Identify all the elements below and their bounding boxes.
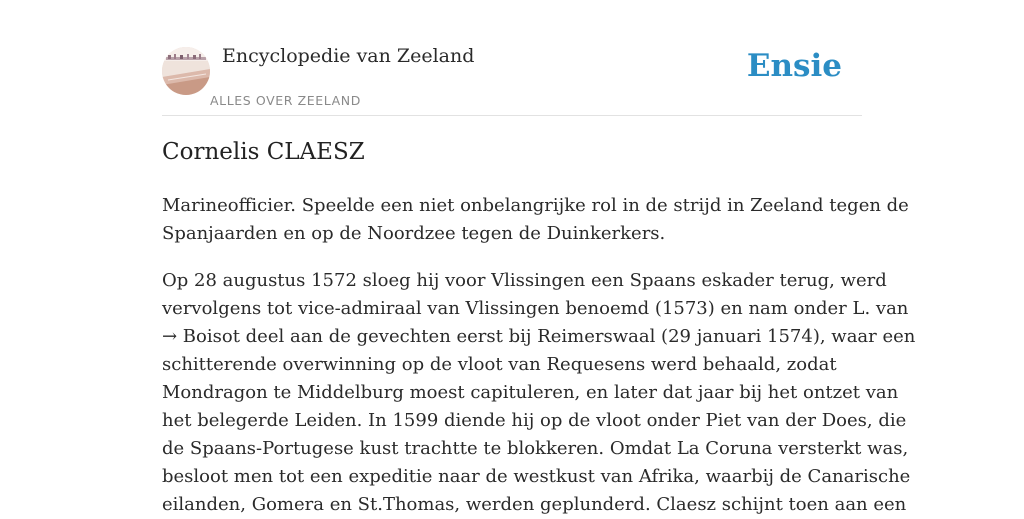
paragraph-line: Op 28 augustus 1572 sloeg hij voor Vlissingen een Spaans eskader terug, werd	[162, 270, 887, 291]
paragraph-line: eilanden, Gomera en St.Thomas, werden geplunderd. Claesz schijnt toen aan een	[162, 494, 907, 515]
paragraph-line: Spanjaarden en op de Noordzee tegen de Duinkerkers.	[162, 223, 666, 244]
avatar-image-icon	[162, 47, 210, 95]
paragraph-line: schitterende overwinning op de vloot van Requesens werd behaald, zodat	[162, 354, 837, 375]
paragraph-line: het belegerde Leiden. In 1599 diende hij op de vloot onder Piet van der Does, die	[162, 410, 907, 431]
paragraph-line: besloot men tot een expeditie naar de westkust van Afrika, waarbij de Canarische	[162, 466, 911, 487]
site-tagline: ALLES OVER ZEELAND	[210, 93, 361, 108]
article-paragraph-2	[162, 267, 916, 519]
ensie-logo[interactable]: Ensie	[746, 48, 842, 84]
site-header	[162, 0, 862, 116]
paragraph-line: Mondragon te Middelburg moest capituleren, en later dat jaar bij het ontzet van	[162, 382, 899, 403]
paragraph-line: Marineofficier. Speelde een niet onbelangrijke rol in de strijd in Zeeland tegen de	[162, 195, 909, 216]
paragraph-line: vervolgens tot vice-admiraal van Vlissingen benoemd (1573) en nam onder L. van	[162, 298, 909, 319]
paragraph-line-with-link[interactable]: → Boisot deel aan de gevechten eerst bij Reimerswaal (29 januari 1574), waar een	[162, 326, 916, 347]
page-wrapper	[162, 0, 916, 515]
article-paragraph-1	[162, 192, 909, 248]
site-title[interactable]: Encyclopedie van Zeeland	[222, 45, 475, 67]
paragraph-line: de Spaans-Portugese kust trachtte te blokkeren. Omdat La Coruna versterkt was,	[162, 438, 909, 459]
site-avatar[interactable]	[162, 47, 210, 95]
entry-title: Cornelis CLAESZ	[162, 139, 365, 165]
